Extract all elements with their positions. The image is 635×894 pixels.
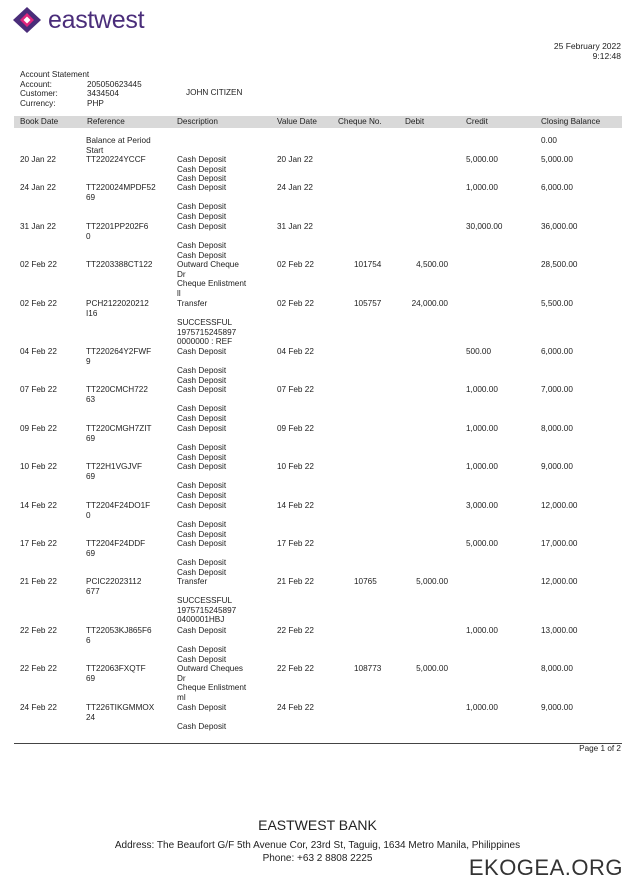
book-date-cell: 24 Feb 22 (20, 703, 57, 712)
description-cell: SUCCESSFUL (177, 318, 233, 328)
reference-cell: TT2204F24DO1F (86, 501, 151, 510)
closing-balance-cell: 5,000.00 (541, 155, 573, 164)
description-cell: Dr (177, 673, 186, 683)
account-label: Account: (20, 79, 52, 89)
reference-cell: 0 (86, 231, 91, 241)
book-date-cell: 09 Feb 22 (20, 424, 57, 433)
table-header (14, 116, 622, 128)
description-cell: Cash Deposit (177, 413, 227, 423)
closing-balance-cell: 9,000.00 (541, 703, 573, 712)
description-cell: Dr (177, 269, 186, 279)
reference-cell: 6 (86, 635, 91, 645)
closing-balance-cell: 28,500.00 (541, 260, 578, 269)
description-cell: Cash Deposit (177, 183, 227, 192)
value-date-cell: 31 Jan 22 (277, 222, 313, 231)
customer-number: 3434504 (87, 89, 119, 99)
print-datetime (554, 41, 621, 61)
header-credit: Credit (466, 117, 488, 126)
reference-cell: TT220264Y2FWF (86, 347, 152, 356)
reference-cell: TT2201PP202F6 (86, 222, 149, 231)
value-date-cell: 24 Jan 22 (277, 183, 313, 192)
value-date-cell: 04 Feb 22 (277, 347, 314, 356)
reference-cell: TT226TIKGMMOX (86, 703, 155, 712)
value-date-cell: 21 Feb 22 (277, 577, 314, 586)
description-cell: 0400001HBJ (177, 615, 225, 625)
debit-cell: 5,000.00 (416, 577, 448, 586)
book-date-cell: 20 Jan 22 (20, 155, 56, 164)
reference-cell: 69 (86, 471, 96, 481)
reference-cell: I16 (86, 308, 98, 318)
header-book-date: Book Date (20, 117, 59, 126)
value-date-cell: 24 Feb 22 (277, 703, 314, 712)
reference-cell: TT220CMGH7ZIT (86, 424, 152, 433)
description-cell: SUCCESSFUL (177, 596, 233, 606)
description-cell: Cash Deposit (177, 222, 227, 231)
footer-address: Address: The Beaufort G/F 5th Avenue Cor, 23rd St, Taguig, 1634 Metro Manila, Philippines (114, 840, 521, 851)
closing-balance-cell: 36,000.00 (541, 222, 578, 231)
closing-balance-cell: 12,000.00 (541, 577, 578, 586)
eastwest-logo (12, 6, 144, 34)
reference-cell: 677 (86, 586, 100, 596)
description-cell: Cash Deposit (177, 250, 227, 260)
closing-balance-cell: 12,000.00 (541, 501, 578, 510)
description-cell: Cash Deposit (177, 202, 227, 212)
book-date-cell: 31 Jan 22 (20, 222, 56, 231)
description-cell: Transfer (177, 299, 208, 308)
print-date: 25 February 2022 (553, 41, 621, 51)
cheque-number-cell: 105757 (354, 299, 382, 308)
description-cell: Cash Deposit (177, 366, 227, 376)
description-cell: Cash Deposit (177, 155, 227, 164)
credit-cell: 1,000.00 (466, 183, 498, 192)
credit-cell: 500.00 (466, 347, 492, 356)
description-cell: Cash Deposit (177, 567, 227, 577)
header-cheque-no: Cheque No. (338, 117, 382, 126)
watermark: EKOGEA.ORG (468, 855, 623, 880)
reference-cell: 9 (86, 356, 91, 366)
header-closing-balance: Closing Balance (541, 117, 601, 126)
reference-cell: TT22063FXQTF (86, 664, 146, 673)
reference-cell: PCIC22023112 (86, 577, 142, 586)
value-date-cell: 17 Feb 22 (277, 539, 314, 548)
book-date-cell: 22 Feb 22 (20, 664, 57, 673)
value-date-cell: 10 Feb 22 (277, 462, 314, 471)
description-cell: ml (177, 692, 186, 702)
reference-cell: PCH2122020212 (86, 299, 149, 308)
closing-balance-cell: 7,000.00 (541, 385, 573, 394)
book-date-cell: 21 Feb 22 (20, 577, 57, 586)
closing-balance-cell: 8,000.00 (541, 664, 573, 673)
reference-cell: TT22H1VGJVF (86, 462, 142, 471)
description-cell: Cash Deposit (177, 481, 227, 491)
cheque-number-cell: 101754 (354, 260, 382, 269)
description-cell: Cash Deposit (177, 347, 227, 356)
description-cell: Cash Deposit (177, 443, 227, 453)
statement-title: Account Statement (20, 70, 90, 79)
description-cell: Cash Deposit (177, 452, 227, 462)
value-date-cell: 09 Feb 22 (277, 424, 314, 433)
reference-cell: TT220224YCCF (86, 155, 146, 164)
customer-label: Customer: (20, 89, 58, 99)
closing-balance-cell: 0.00 (541, 136, 557, 145)
header-value-date: Value Date (277, 117, 317, 126)
description-cell: Cash Deposit (177, 722, 227, 732)
book-date-cell: 14 Feb 22 (20, 501, 57, 510)
reference-cell: 69 (86, 433, 96, 443)
description-cell: Cash Deposit (177, 626, 227, 635)
description-cell: 1975715245897 (177, 327, 237, 337)
debit-cell: 5,000.00 (416, 664, 448, 673)
book-date-cell: 10 Feb 22 (20, 462, 57, 471)
print-time: 9:12:48 (592, 51, 621, 61)
credit-cell: 1,000.00 (466, 424, 498, 433)
credit-cell: 1,000.00 (466, 703, 498, 712)
description-cell: Cheque Enlistment (177, 279, 247, 289)
book-date-cell: 22 Feb 22 (20, 626, 57, 635)
book-date-cell: 17 Feb 22 (20, 539, 57, 548)
reference-cell: TT2203388CT122 (86, 260, 153, 269)
customer-name: JOHN CITIZEN (186, 88, 243, 97)
debit-cell: 4,500.00 (416, 260, 448, 269)
closing-balance-cell: 17,000.00 (541, 539, 578, 548)
description-cell: Cash Deposit (177, 490, 227, 500)
description-cell: Outward Cheques (177, 664, 243, 673)
description-cell: Cash Deposit (177, 529, 227, 539)
reference-cell: Balance at Period (86, 136, 151, 145)
header-reference: Reference (87, 117, 125, 126)
closing-balance-cell: 9,000.00 (541, 462, 573, 471)
header-description: Description (177, 117, 218, 126)
credit-cell: 1,000.00 (466, 626, 498, 635)
footer-bank-name: EASTWEST BANK (258, 817, 377, 833)
reference-cell: TT220024MPDF52 (86, 183, 156, 192)
description-cell: Cash Deposit (177, 385, 227, 394)
credit-cell: 1,000.00 (466, 385, 498, 394)
description-cell: Cash Deposit (177, 404, 227, 414)
description-cell: Cash Deposit (177, 539, 227, 548)
debit-cell: 24,000.00 (411, 299, 448, 308)
description-cell: Cash Deposit (177, 164, 227, 174)
account-info (20, 70, 142, 108)
book-date-cell: 02 Feb 22 (20, 260, 57, 269)
closing-balance-cell: 6,000.00 (541, 347, 573, 356)
credit-cell: 3,000.00 (466, 501, 498, 510)
value-date-cell: 22 Feb 22 (277, 664, 314, 673)
value-date-cell: 14 Feb 22 (277, 501, 314, 510)
description-cell: Outward Cheque (177, 260, 239, 269)
description-cell: Cash Deposit (177, 645, 227, 655)
reference-cell: 0 (86, 510, 91, 520)
reference-cell: TT2204F24DDF (86, 539, 146, 548)
value-date-cell: 07 Feb 22 (277, 385, 314, 394)
description-cell: Cash Deposit (177, 424, 227, 433)
description-cell: Cash Deposit (177, 703, 227, 712)
page-number: Page 1 of 2 (579, 744, 621, 753)
description-cell: Transfer (177, 577, 208, 586)
description-cell: ll (177, 288, 181, 298)
footer-phone: Phone: +63 2 8808 2225 (262, 853, 373, 864)
description-cell: 0000000 : REF (177, 337, 233, 347)
currency-value: PHP (87, 98, 104, 108)
header-debit: Debit (405, 117, 425, 126)
cheque-number-cell: 10765 (354, 577, 377, 586)
credit-cell: 1,000.00 (466, 462, 498, 471)
credit-cell: 30,000.00 (466, 222, 503, 231)
description-cell: Cash Deposit (177, 558, 227, 568)
value-date-cell: 02 Feb 22 (277, 299, 314, 308)
book-date-cell: 07 Feb 22 (20, 385, 57, 394)
diamond-logo-icon (12, 6, 42, 34)
description-cell: Cash Deposit (177, 211, 227, 221)
brand-wordmark: eastwest (48, 6, 145, 34)
description-cell: Cash Deposit (177, 462, 227, 471)
currency-label: Currency: (20, 98, 56, 108)
book-date-cell: 02 Feb 22 (20, 299, 57, 308)
credit-cell: 5,000.00 (466, 539, 498, 548)
description-cell: Cash Deposit (177, 654, 227, 664)
reference-cell: 63 (86, 394, 96, 404)
closing-balance-cell: 13,000.00 (541, 626, 578, 635)
reference-cell: 69 (86, 673, 96, 683)
account-number: 205050623445 (87, 79, 142, 89)
description-cell: Cash Deposit (177, 241, 227, 251)
reference-cell: 69 (86, 548, 96, 558)
reference-cell: 69 (86, 192, 96, 202)
description-cell: Cash Deposit (177, 174, 227, 184)
reference-cell: TT220CMCH722 (86, 385, 148, 394)
cheque-number-cell: 108773 (354, 664, 382, 673)
value-date-cell: 20 Jan 22 (277, 155, 313, 164)
value-date-cell: 02 Feb 22 (277, 260, 314, 269)
reference-cell: Start (86, 145, 104, 155)
closing-balance-cell: 8,000.00 (541, 424, 573, 433)
footer-divider (14, 743, 622, 744)
description-cell: 1975715245897 (177, 605, 237, 615)
reference-cell: 24 (86, 712, 96, 722)
closing-balance-cell: 6,000.00 (541, 183, 573, 192)
closing-balance-cell: 5,500.00 (541, 299, 573, 308)
book-date-cell: 04 Feb 22 (20, 347, 57, 356)
book-date-cell: 24 Jan 22 (20, 183, 56, 192)
description-cell: Cash Deposit (177, 375, 227, 385)
credit-cell: 5,000.00 (466, 155, 498, 164)
reference-cell: TT22053KJ865F6 (86, 626, 152, 635)
value-date-cell: 22 Feb 22 (277, 626, 314, 635)
description-cell: Cash Deposit (177, 501, 227, 510)
description-cell: Cash Deposit (177, 520, 227, 530)
description-cell: Cheque Enlistment (177, 683, 247, 693)
